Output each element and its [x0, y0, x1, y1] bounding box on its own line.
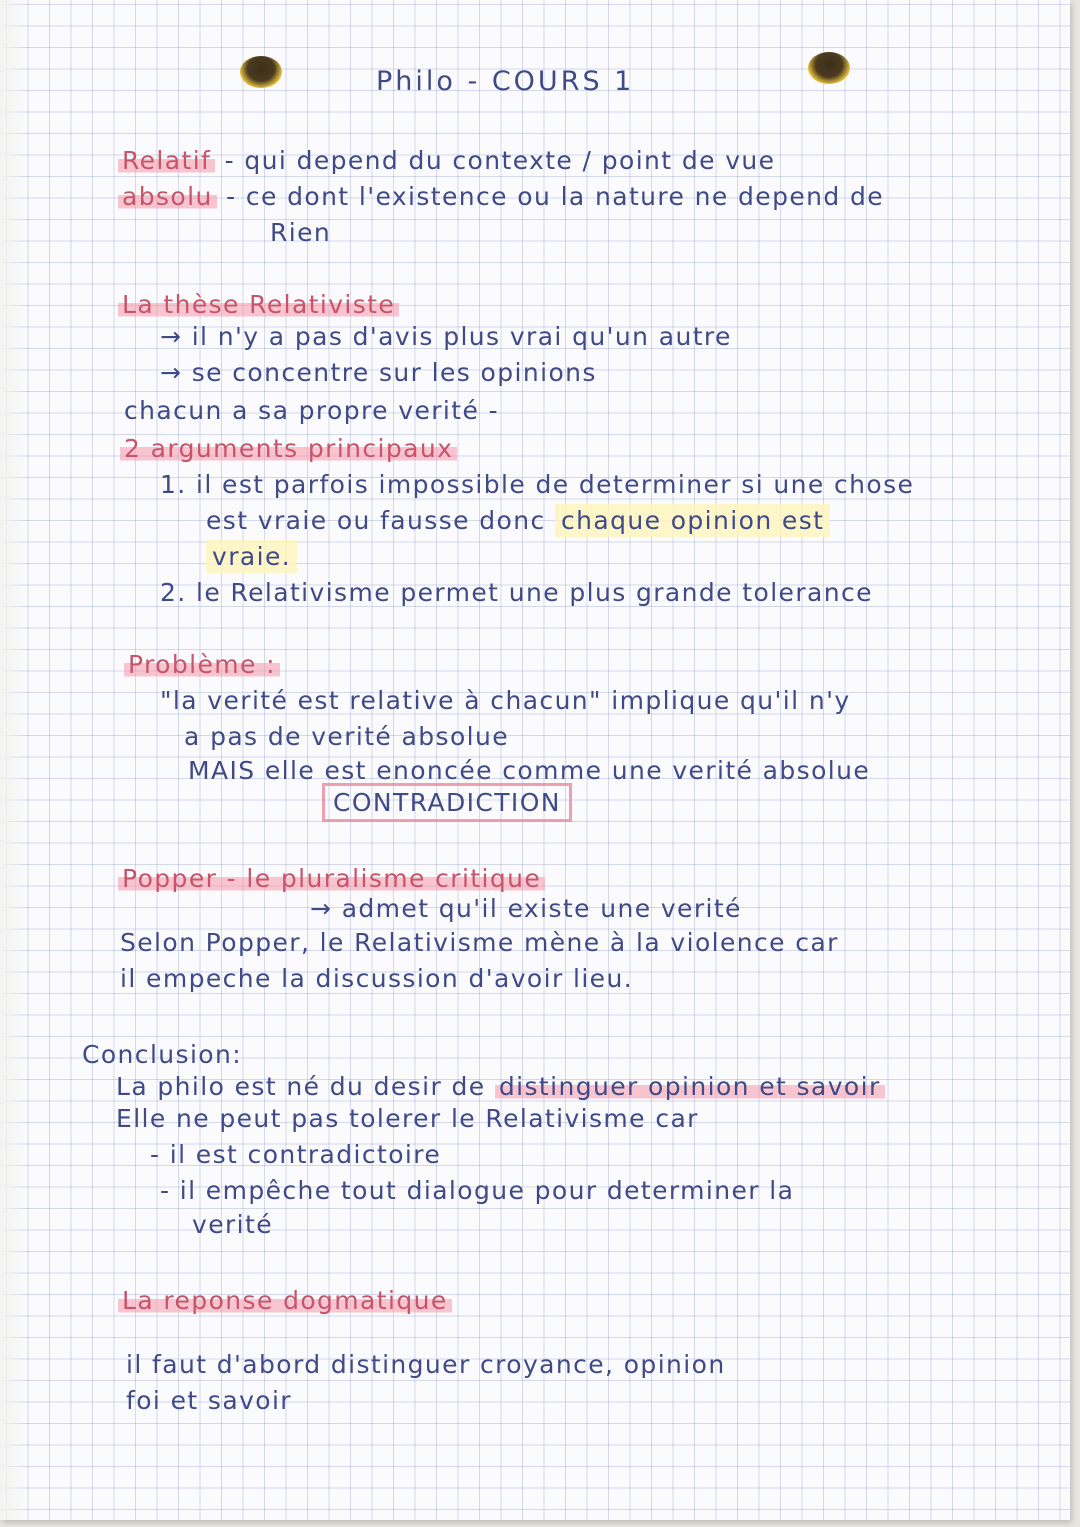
relativiste-line: → il n'y a pas d'avis plus vrai qu'un autre	[160, 322, 732, 351]
conclusion-line: La philo est né du desir de distinguer opinion et savoir	[116, 1072, 885, 1101]
arguments-heading: 2 arguments principaux	[120, 434, 457, 463]
probleme-line: "la verité est relative à chacun" implique qu'il n'y	[160, 686, 851, 715]
relativiste-line: → se concentre sur les opinions	[160, 358, 597, 387]
highlight-distinguer: distinguer opinion et savoir	[495, 1072, 885, 1101]
argument-1-line: est vraie ou fausse donc chaque opinion est	[206, 506, 830, 535]
conclusion-bullet: - il empêche tout dialogue pour determiner la	[160, 1176, 795, 1205]
popper-line: → admet qu'il existe une verité	[310, 894, 742, 923]
definition-relatif	[118, 146, 775, 175]
conclusion-line: Elle ne peut pas tolerer le Relativisme car	[116, 1104, 699, 1133]
argument-2-line: 2. le Relativisme permet une plus grande tolerance	[160, 578, 873, 607]
definition-absolu	[118, 182, 884, 211]
probleme-line: a pas de verité absolue	[184, 722, 510, 751]
highlight-chaque-opinion: chaque opinion est	[555, 504, 830, 537]
definition-absolu-text: - ce dont l'existence ou la nature ne depend de	[226, 182, 885, 211]
contradiction-box: CONTRADICTION	[322, 788, 572, 817]
punch-hole-right	[808, 52, 850, 84]
term-absolu: absolu	[118, 182, 217, 211]
argument-1-line: vraie.	[206, 542, 297, 571]
dogmatique-line: il faut d'abord distinguer croyance, opinion	[126, 1350, 726, 1379]
term-relatif: Relatif	[118, 146, 215, 175]
probleme-line: MAIS elle est enoncée comme une verité absolue	[188, 756, 871, 785]
popper-heading: Popper - le pluralisme critique	[118, 864, 545, 893]
conclusion-heading: Conclusion:	[82, 1040, 243, 1069]
argument-1-line: 1. il est parfois impossible de determiner si une chose	[160, 470, 915, 499]
popper-line: il empeche la discussion d'avoir lieu.	[120, 964, 634, 993]
conclusion-bullet: - il est contradictoire	[150, 1140, 442, 1169]
page-title: Philo - COURS 1	[376, 66, 635, 97]
dogmatique-heading: La reponse dogmatique	[118, 1286, 452, 1315]
definition-relatif-text: - qui depend du contexte / point de vue	[224, 146, 776, 175]
punch-hole-left	[240, 56, 282, 88]
page-edge	[0, 0, 26, 1520]
conclusion-bullet: verité	[192, 1210, 273, 1239]
popper-line: Selon Popper, le Relativisme mène à la violence car	[120, 928, 839, 957]
dogmatique-line: foi et savoir	[126, 1386, 292, 1415]
definition-absolu-continuation: Rien	[270, 218, 332, 247]
section-heading-relativiste: La thèse Relativiste	[118, 290, 399, 319]
relativiste-line: chacun a sa propre verité -	[124, 396, 500, 425]
probleme-heading: Problème :	[124, 650, 280, 679]
